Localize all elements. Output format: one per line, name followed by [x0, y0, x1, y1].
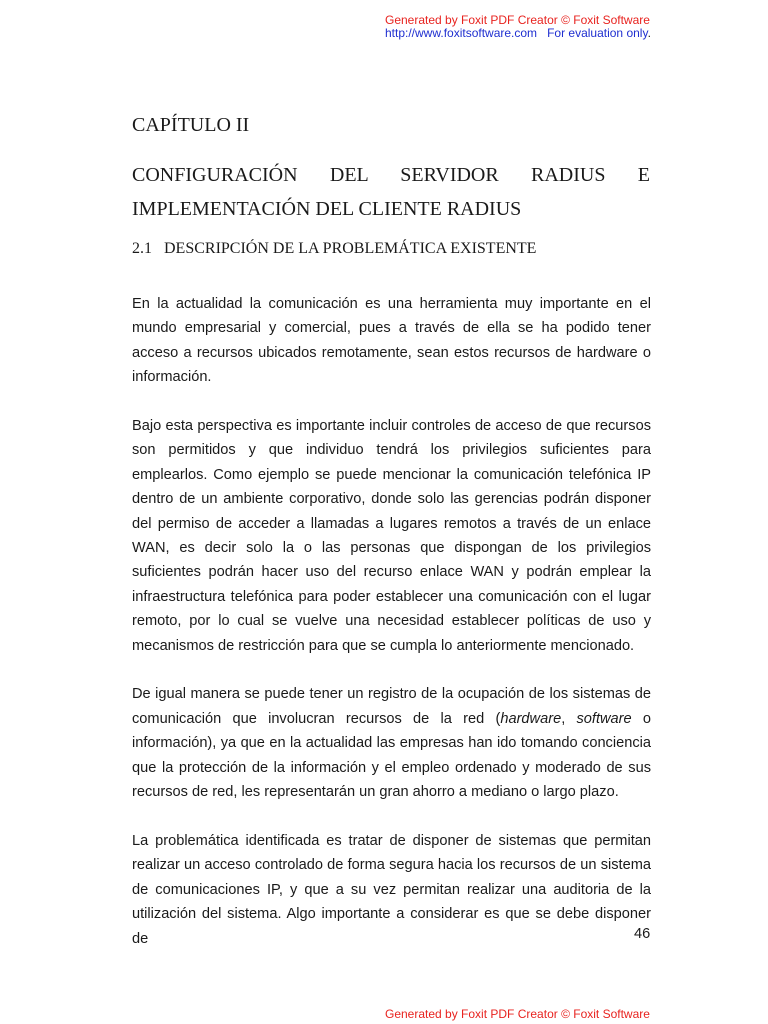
hardware-term: hardware — [500, 710, 562, 727]
chapter-title — [132, 158, 650, 226]
watermark-header — [385, 14, 651, 40]
chapter-title-line-2: IMPLEMENTACIÓN DEL CLIENTE RADIUS — [132, 198, 522, 220]
software-term: software — [576, 710, 632, 727]
paragraph-3 — [132, 682, 651, 804]
paragraph-3-part-b: o información), ya que en la actualidad las empresas han ido tomando conciencia que la protección de la información y el empleo ordenado y moderado de sus recursos de red, les representarán un gran ahorro a mediano o largo plazo. — [132, 710, 652, 801]
section-number: 2.1 — [132, 240, 152, 257]
chapter-title-line-1: CONFIGURACIÓN DEL SERVIDOR RADIUS E — [132, 164, 650, 186]
watermark-generated-text: Generated by Foxit PDF Creator © Foxit Software — [385, 13, 650, 27]
watermark-link-row — [385, 27, 651, 40]
watermark-footer-generated-text: Generated by Foxit PDF Creator © Foxit Software — [385, 1007, 650, 1021]
section-heading — [132, 240, 536, 258]
watermark-link[interactable]: http://www.foxitsoftware.com — [385, 26, 538, 40]
paragraph-1: En la actualidad la comunicación es una herramienta muy importante en el mundo empresarial y comercial, pues a través de ella se ha podido tener acceso a recursos ubicados remotamente, sean estos recursos de hardware o información. — [132, 296, 651, 386]
watermark-eval-text: For evaluation only — [547, 26, 648, 40]
watermark-dot: . — [647, 26, 651, 40]
section-title: DESCRIPCIÓN DE LA PROBLEMÁTICA EXISTENTE — [164, 240, 537, 257]
paragraph-2: Bajo esta perspectiva es importante incluir controles de acceso de que recursos son permitidos y que individuo tendrá los privilegios suficientes para emplearlos. Como ejemplo se puede mencionar la comunicación telefónica IP dentro de un ambiente corporativo, donde solo las gerencias podrán disponer del permiso de acceder a llamadas a lugares remotos a través de un enlace WAN, es decir solo la o las personas que dispongan de los privilegios suficientes podrán hacer uso del recurso enlace WAN y podrán emplear la infraestructura telefónica para poder establecer una comunicación con el lugar remoto, por lo cual se vuelve una necesidad establecer políticas de uso y mecanismos de restricción para que se cumpla lo anteriormente mencionado. — [132, 418, 651, 654]
paragraph-3-separator: , — [561, 710, 577, 727]
chapter-heading: CAPÍTULO II — [132, 114, 250, 136]
page-number: 46 — [634, 926, 651, 942]
paragraph-3-part-a: De igual manera se puede tener un registro de la ocupación de los sistemas de comunicación que involucran recursos de la red ( — [132, 686, 651, 727]
body-text — [132, 292, 651, 975]
paragraph-4: La problemática identificada es tratar de disponer de sistemas que permitan realizar un acceso controlado de forma segura hacia los recursos de un sistema de comunicaciones IP, y que a su vez permitan realizar una auditoria de la utilización del sistema. Algo importante a considerar es que se debe disponer de — [132, 832, 651, 947]
watermark-footer — [385, 1008, 650, 1021]
